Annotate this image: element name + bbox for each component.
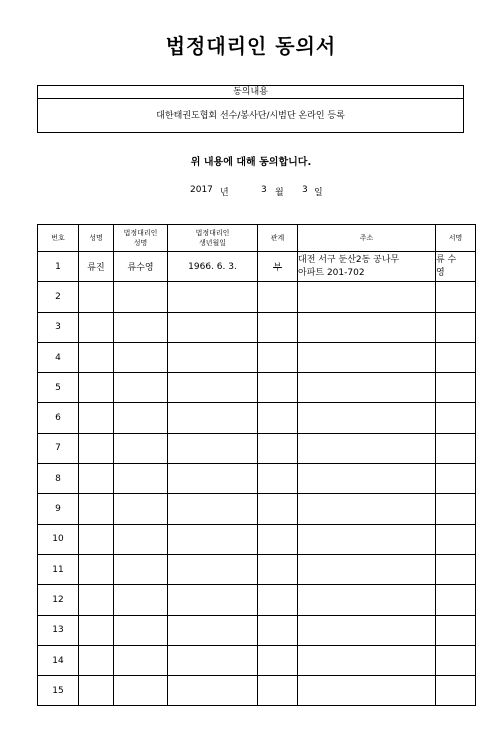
cell-guardian-name[interactable]	[114, 403, 168, 433]
cell-relation[interactable]	[258, 615, 298, 645]
cell-number: 3	[38, 312, 79, 342]
header-relation: 관계	[258, 225, 298, 252]
cell-guardian-birth[interactable]	[168, 433, 258, 463]
cell-address[interactable]	[298, 282, 436, 312]
address-line1: 대전 서구 둔산2동 공나무	[298, 254, 400, 265]
cell-signature[interactable]	[436, 494, 476, 524]
cell-relation[interactable]	[258, 373, 298, 403]
cell-guardian-name[interactable]	[114, 464, 168, 494]
table-row	[38, 282, 476, 312]
table-row	[38, 494, 476, 524]
header-signature: 서명	[436, 225, 476, 252]
cell-guardian-birth[interactable]	[168, 464, 258, 494]
cell-number: 1	[38, 252, 79, 282]
cell-guardian-name[interactable]	[114, 312, 168, 342]
cell-relation[interactable]	[258, 676, 298, 706]
cell-name[interactable]	[79, 312, 114, 342]
header-number: 번호	[38, 225, 79, 252]
cell-relation[interactable]	[258, 342, 298, 372]
cell-guardian-name[interactable]	[114, 615, 168, 645]
cell-number: 15	[38, 676, 79, 706]
cell-signature[interactable]	[436, 585, 476, 615]
cell-relation[interactable]	[258, 282, 298, 312]
cell-guardian-birth[interactable]	[168, 373, 258, 403]
cell-guardian-birth: 1966. 6. 3.	[168, 252, 258, 282]
table-row	[38, 464, 476, 494]
cell-signature[interactable]	[436, 676, 476, 706]
cell-address[interactable]	[298, 645, 436, 675]
table-row	[38, 676, 476, 706]
cell-relation[interactable]	[258, 554, 298, 584]
cell-relation[interactable]	[258, 464, 298, 494]
cell-guardian-birth[interactable]	[168, 282, 258, 312]
cell-guardian-name[interactable]	[114, 524, 168, 554]
cell-signature[interactable]	[436, 403, 476, 433]
consent-header: 동의내용	[38, 86, 463, 99]
cell-address[interactable]	[298, 615, 436, 645]
cell-guardian-birth[interactable]	[168, 645, 258, 675]
cell-name[interactable]	[79, 585, 114, 615]
cell-address[interactable]	[298, 464, 436, 494]
cell-name[interactable]	[79, 554, 114, 584]
cell-number: 9	[38, 494, 79, 524]
cell-relation[interactable]	[258, 312, 298, 342]
cell-address[interactable]	[298, 403, 436, 433]
cell-address[interactable]	[298, 312, 436, 342]
signature-line2: 영	[436, 267, 445, 278]
cell-number: 8	[38, 464, 79, 494]
cell-address[interactable]	[298, 585, 436, 615]
header-guardian-birth	[168, 225, 258, 252]
header-guardian-name-line1: 법정대리인	[123, 229, 158, 237]
cell-guardian-name[interactable]	[114, 282, 168, 312]
cell-relation[interactable]	[258, 494, 298, 524]
cell-address[interactable]	[298, 494, 436, 524]
cell-name[interactable]	[79, 494, 114, 524]
date-day: 3	[302, 185, 308, 195]
cell-number: 12	[38, 585, 79, 615]
table-row	[38, 373, 476, 403]
cell-signature[interactable]	[436, 342, 476, 372]
cell-name[interactable]	[79, 615, 114, 645]
cell-guardian-birth[interactable]	[168, 312, 258, 342]
signature-line1: 류 수	[436, 254, 457, 265]
table-row	[38, 615, 476, 645]
cell-guardian-birth[interactable]	[168, 524, 258, 554]
cell-name[interactable]	[79, 282, 114, 312]
cell-guardian-name[interactable]	[114, 676, 168, 706]
page-title: 법정대리인 동의서	[165, 34, 337, 58]
cell-guardian-name[interactable]	[114, 554, 168, 584]
cell-guardian-name: 류수영	[114, 252, 168, 282]
cell-name[interactable]	[79, 373, 114, 403]
cell-relation[interactable]	[258, 524, 298, 554]
table-row	[38, 645, 476, 675]
cell-number: 10	[38, 524, 79, 554]
cell-address	[298, 252, 436, 282]
guardian-table	[37, 224, 476, 706]
consent-statement: 위 내용에 대해 동의합니다.	[190, 157, 312, 168]
cell-name[interactable]	[79, 403, 114, 433]
cell-name: 류진	[79, 252, 114, 282]
table-row	[38, 252, 476, 282]
cell-relation[interactable]	[258, 645, 298, 675]
cell-number: 5	[38, 373, 79, 403]
header-guardian-name	[114, 225, 168, 252]
header-guardian-birth-line2: 생년월일	[198, 239, 227, 247]
cell-guardian-name[interactable]	[114, 433, 168, 463]
cell-name[interactable]	[79, 342, 114, 372]
cell-guardian-name[interactable]	[114, 494, 168, 524]
table-header-row	[38, 225, 476, 252]
table-row	[38, 524, 476, 554]
cell-guardian-birth[interactable]	[168, 342, 258, 372]
cell-name[interactable]	[79, 645, 114, 675]
consent-content: 대한태권도협회 선수/봉사단/시범단 온라인 등록	[156, 111, 345, 121]
cell-signature[interactable]	[436, 464, 476, 494]
table-row	[38, 554, 476, 584]
cell-address[interactable]	[298, 342, 436, 372]
cell-address[interactable]	[298, 676, 436, 706]
cell-signature[interactable]	[436, 282, 476, 312]
cell-number: 2	[38, 282, 79, 312]
table-row	[38, 433, 476, 463]
address-line2: 아파트 201-702	[298, 267, 365, 278]
cell-guardian-name[interactable]	[114, 373, 168, 403]
date-month: 3	[261, 185, 267, 195]
cell-guardian-name[interactable]	[114, 585, 168, 615]
cell-relation[interactable]	[258, 433, 298, 463]
cell-signature	[436, 252, 476, 282]
cell-address[interactable]	[298, 433, 436, 463]
cell-signature[interactable]	[436, 554, 476, 584]
date-month-unit: 월	[275, 188, 284, 198]
header-guardian-name-line2: 성명	[133, 239, 148, 247]
cell-number: 7	[38, 433, 79, 463]
header-address: 주소	[298, 225, 436, 252]
cell-guardian-birth[interactable]	[168, 615, 258, 645]
cell-signature[interactable]	[436, 524, 476, 554]
cell-guardian-birth[interactable]	[168, 585, 258, 615]
cell-address[interactable]	[298, 554, 436, 584]
cell-name[interactable]	[79, 464, 114, 494]
cell-relation[interactable]	[258, 403, 298, 433]
cell-address[interactable]	[298, 373, 436, 403]
cell-signature[interactable]	[436, 433, 476, 463]
cell-guardian-birth[interactable]	[168, 554, 258, 584]
header-name: 성명	[79, 225, 114, 252]
date-year-unit: 년	[220, 188, 229, 198]
header-guardian-birth-line1: 법정대리인	[195, 229, 230, 237]
consent-box	[37, 85, 464, 133]
cell-signature[interactable]	[436, 373, 476, 403]
cell-name[interactable]	[79, 676, 114, 706]
cell-number: 13	[38, 615, 79, 645]
table-row	[38, 585, 476, 615]
cell-signature[interactable]	[436, 312, 476, 342]
table-row	[38, 342, 476, 372]
cell-guardian-birth[interactable]	[168, 403, 258, 433]
table-row	[38, 312, 476, 342]
cell-name[interactable]	[79, 433, 114, 463]
cell-guardian-birth[interactable]	[168, 494, 258, 524]
cell-relation: 부	[258, 252, 298, 282]
cell-signature[interactable]	[436, 615, 476, 645]
date-year: 2017	[190, 185, 213, 195]
cell-guardian-name[interactable]	[114, 342, 168, 372]
cell-signature[interactable]	[436, 645, 476, 675]
cell-number: 6	[38, 403, 79, 433]
cell-name[interactable]	[79, 524, 114, 554]
cell-number: 14	[38, 645, 79, 675]
cell-number: 4	[38, 342, 79, 372]
cell-guardian-name[interactable]	[114, 645, 168, 675]
cell-number: 11	[38, 554, 79, 584]
date-day-unit: 일	[314, 188, 323, 198]
cell-address[interactable]	[298, 524, 436, 554]
table-row	[38, 403, 476, 433]
cell-guardian-birth[interactable]	[168, 676, 258, 706]
cell-relation[interactable]	[258, 585, 298, 615]
